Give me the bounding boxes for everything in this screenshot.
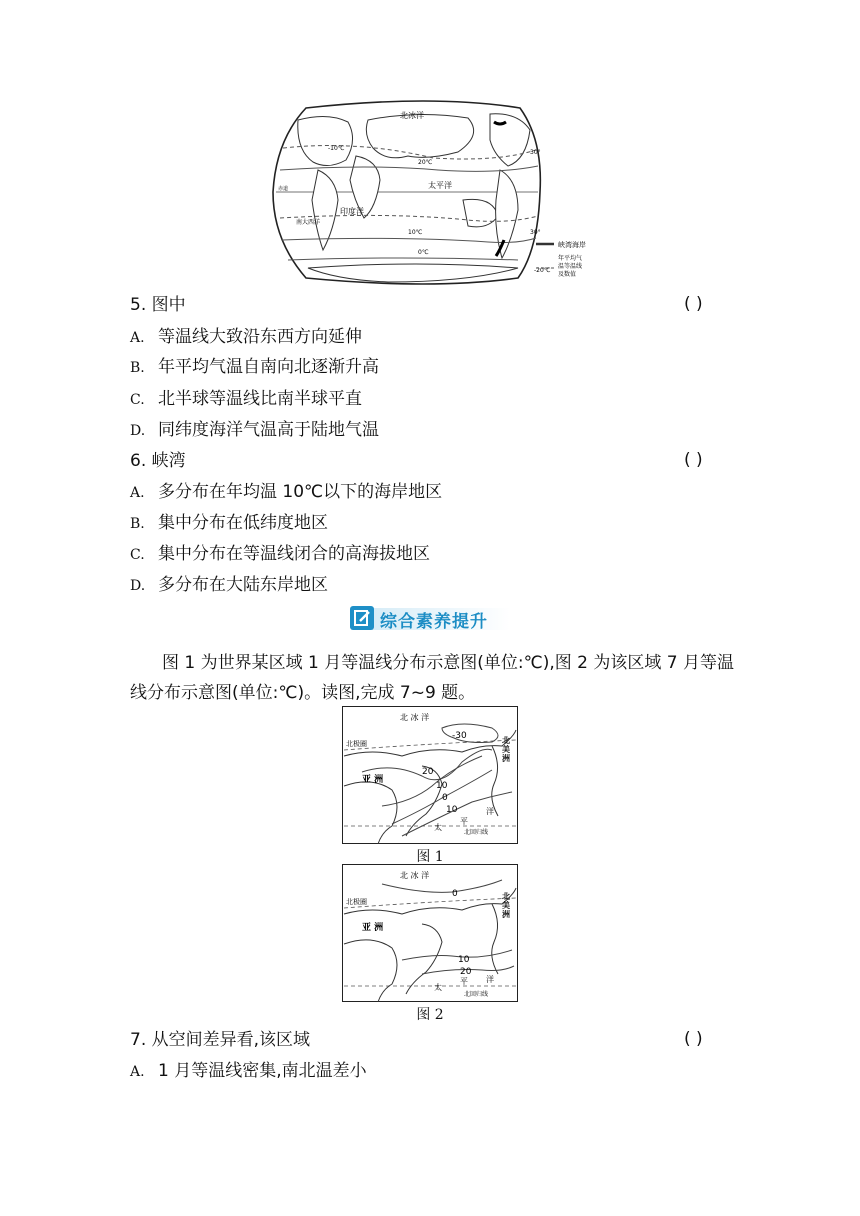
legend-fjord-label: 峡湾海岸 <box>558 241 586 249</box>
option-letter: C. <box>130 392 145 408</box>
question-6-option-b[interactable] <box>130 512 328 535</box>
label-pacific-ocean: 太平洋 <box>428 181 452 190</box>
section-title: 综合素养提升 <box>380 612 488 632</box>
edit-icon <box>350 606 374 630</box>
option-letter: A. <box>130 1064 145 1080</box>
fig1-label-pacific-1: 太 <box>434 823 442 832</box>
legend-isotherm-text-1: 年平均气 <box>558 255 583 262</box>
figure-2-caption <box>342 1004 518 1024</box>
option-text: 多分布在大陆东岸地区 <box>158 575 328 595</box>
fig2-iso-10: 10 <box>458 955 470 965</box>
intro-line-1 <box>162 648 734 678</box>
fig2-label-asia: 亚 洲 <box>362 923 384 933</box>
fig2-label-arctic-circle: 北极圈 <box>346 898 367 906</box>
question-6-option-c[interactable] <box>130 543 430 566</box>
fig1-iso-minus30: -30 <box>452 731 467 741</box>
fig1-label-tropic: 北回归线 <box>464 829 489 836</box>
fig1-label-pacific-2: 平 <box>460 817 468 826</box>
fig2-iso-0: 0 <box>452 889 458 899</box>
label-equator: 赤道 <box>278 186 289 192</box>
option-text: 年平均气温自南向北逐渐升高 <box>158 357 379 377</box>
question-6-text: 6. 峡湾 <box>130 451 186 471</box>
label-lat-30n: 30° <box>530 149 541 156</box>
question-5-paren-text: ( ) <box>684 294 703 314</box>
question-5-option-a[interactable] <box>130 326 362 349</box>
fig2-label-pacific-1: 太 <box>434 983 442 992</box>
fig1-label-arctic-circle: 北极圈 <box>346 740 367 748</box>
fig1-label-namerica: 北美洲 <box>502 736 510 763</box>
figure-1-january-isotherm-map <box>342 706 518 844</box>
label-indian-ocean: 印度洋 <box>340 207 364 216</box>
option-text: 北半球等温线比南半球平直 <box>158 389 362 409</box>
question-5-option-c[interactable] <box>130 388 362 411</box>
label-iso-0: 0℃ <box>418 249 429 256</box>
question-5-option-b[interactable] <box>130 356 379 379</box>
question-7-stem <box>130 1029 310 1051</box>
fig1-iso-10a: 10 <box>436 781 448 791</box>
fig2-label-tropic: 北回归线 <box>464 991 489 998</box>
fig1-label-arctic: 北 冰 洋 <box>400 713 430 722</box>
question-6-answer-paren[interactable] <box>684 450 703 470</box>
fig1-iso-0: 0 <box>442 793 448 803</box>
option-text: 集中分布在低纬度地区 <box>158 513 328 533</box>
question-6-option-d[interactable] <box>130 574 328 597</box>
legend-isotherm-text-2: 温等温线 <box>558 263 583 270</box>
fig1-iso-20: 20 <box>422 767 434 777</box>
question-5-stem <box>130 294 186 316</box>
label-arctic-ocean: 北冰洋 <box>400 111 424 120</box>
legend-isotherm-text-3: 及数值 <box>558 271 577 278</box>
question-5-answer-paren[interactable] <box>684 294 703 314</box>
option-text: 1 月等温线密集,南北温差小 <box>158 1061 367 1081</box>
intro-line-1-text: 图 1 为世界某区域 1 月等温线分布示意图(单位:℃),图 2 为该区域 7 月等温 <box>162 653 734 673</box>
question-5-option-d[interactable] <box>130 419 379 442</box>
option-text: 同纬度海洋气温高于陆地气温 <box>158 420 379 440</box>
fig2-iso-20: 20 <box>460 967 472 977</box>
option-letter: A. <box>130 485 145 501</box>
fig1-iso-10b: 10 <box>446 805 458 815</box>
option-text: 多分布在年均温 10℃以下的海岸地区 <box>158 482 443 502</box>
question-7-paren-text: ( ) <box>684 1029 703 1049</box>
label-south-atlantic: 南大西洋 <box>296 219 321 226</box>
option-letter: B. <box>130 360 145 376</box>
fig1-label-asia: 亚 洲 <box>362 775 384 785</box>
label-iso-20: 20℃ <box>418 159 433 166</box>
option-letter: D. <box>130 578 146 594</box>
label-iso-m10: -10℃ <box>328 145 345 152</box>
option-letter: C. <box>130 547 145 563</box>
option-letter: A. <box>130 330 145 346</box>
option-text: 等温线大致沿东西方向延伸 <box>158 327 362 347</box>
question-5-text: 5. 图中 <box>130 295 186 315</box>
figure-1-caption <box>342 846 518 866</box>
label-lat-30s: 30° <box>530 229 541 236</box>
question-6-option-a[interactable] <box>130 481 442 504</box>
fig2-label-pacific-3: 洋 <box>486 975 494 984</box>
section-header <box>350 606 510 632</box>
question-7-option-a[interactable] <box>130 1060 367 1083</box>
label-iso-10: 10℃ <box>408 229 423 236</box>
fig1-label-pacific-3: 洋 <box>486 807 494 816</box>
option-letter: D. <box>130 423 146 439</box>
figure-1-caption-text: 图 1 <box>416 849 444 865</box>
question-7-answer-paren[interactable] <box>684 1029 703 1049</box>
legend-isotherm-sample: -20℃ <box>534 267 551 274</box>
figure-2-july-isotherm-map <box>342 864 518 1002</box>
question-6-stem <box>130 450 186 472</box>
fig2-label-arctic: 北 冰 洋 <box>400 871 430 880</box>
fig2-label-namerica: 北美洲 <box>502 892 510 919</box>
figure-2-caption-text: 图 2 <box>416 1007 444 1023</box>
option-text: 集中分布在等温线闭合的高海拔地区 <box>158 544 430 564</box>
intro-line-2-text: 线分布示意图(单位:℃)。读图,完成 7~9 题。 <box>130 683 476 703</box>
question-6-paren-text: ( ) <box>684 450 703 470</box>
fig2-label-pacific-2: 平 <box>460 977 468 986</box>
map-legend <box>534 236 604 286</box>
question-7-text: 7. 从空间差异看,该区域 <box>130 1030 311 1050</box>
option-letter: B. <box>130 516 145 532</box>
intro-line-2 <box>130 678 475 708</box>
